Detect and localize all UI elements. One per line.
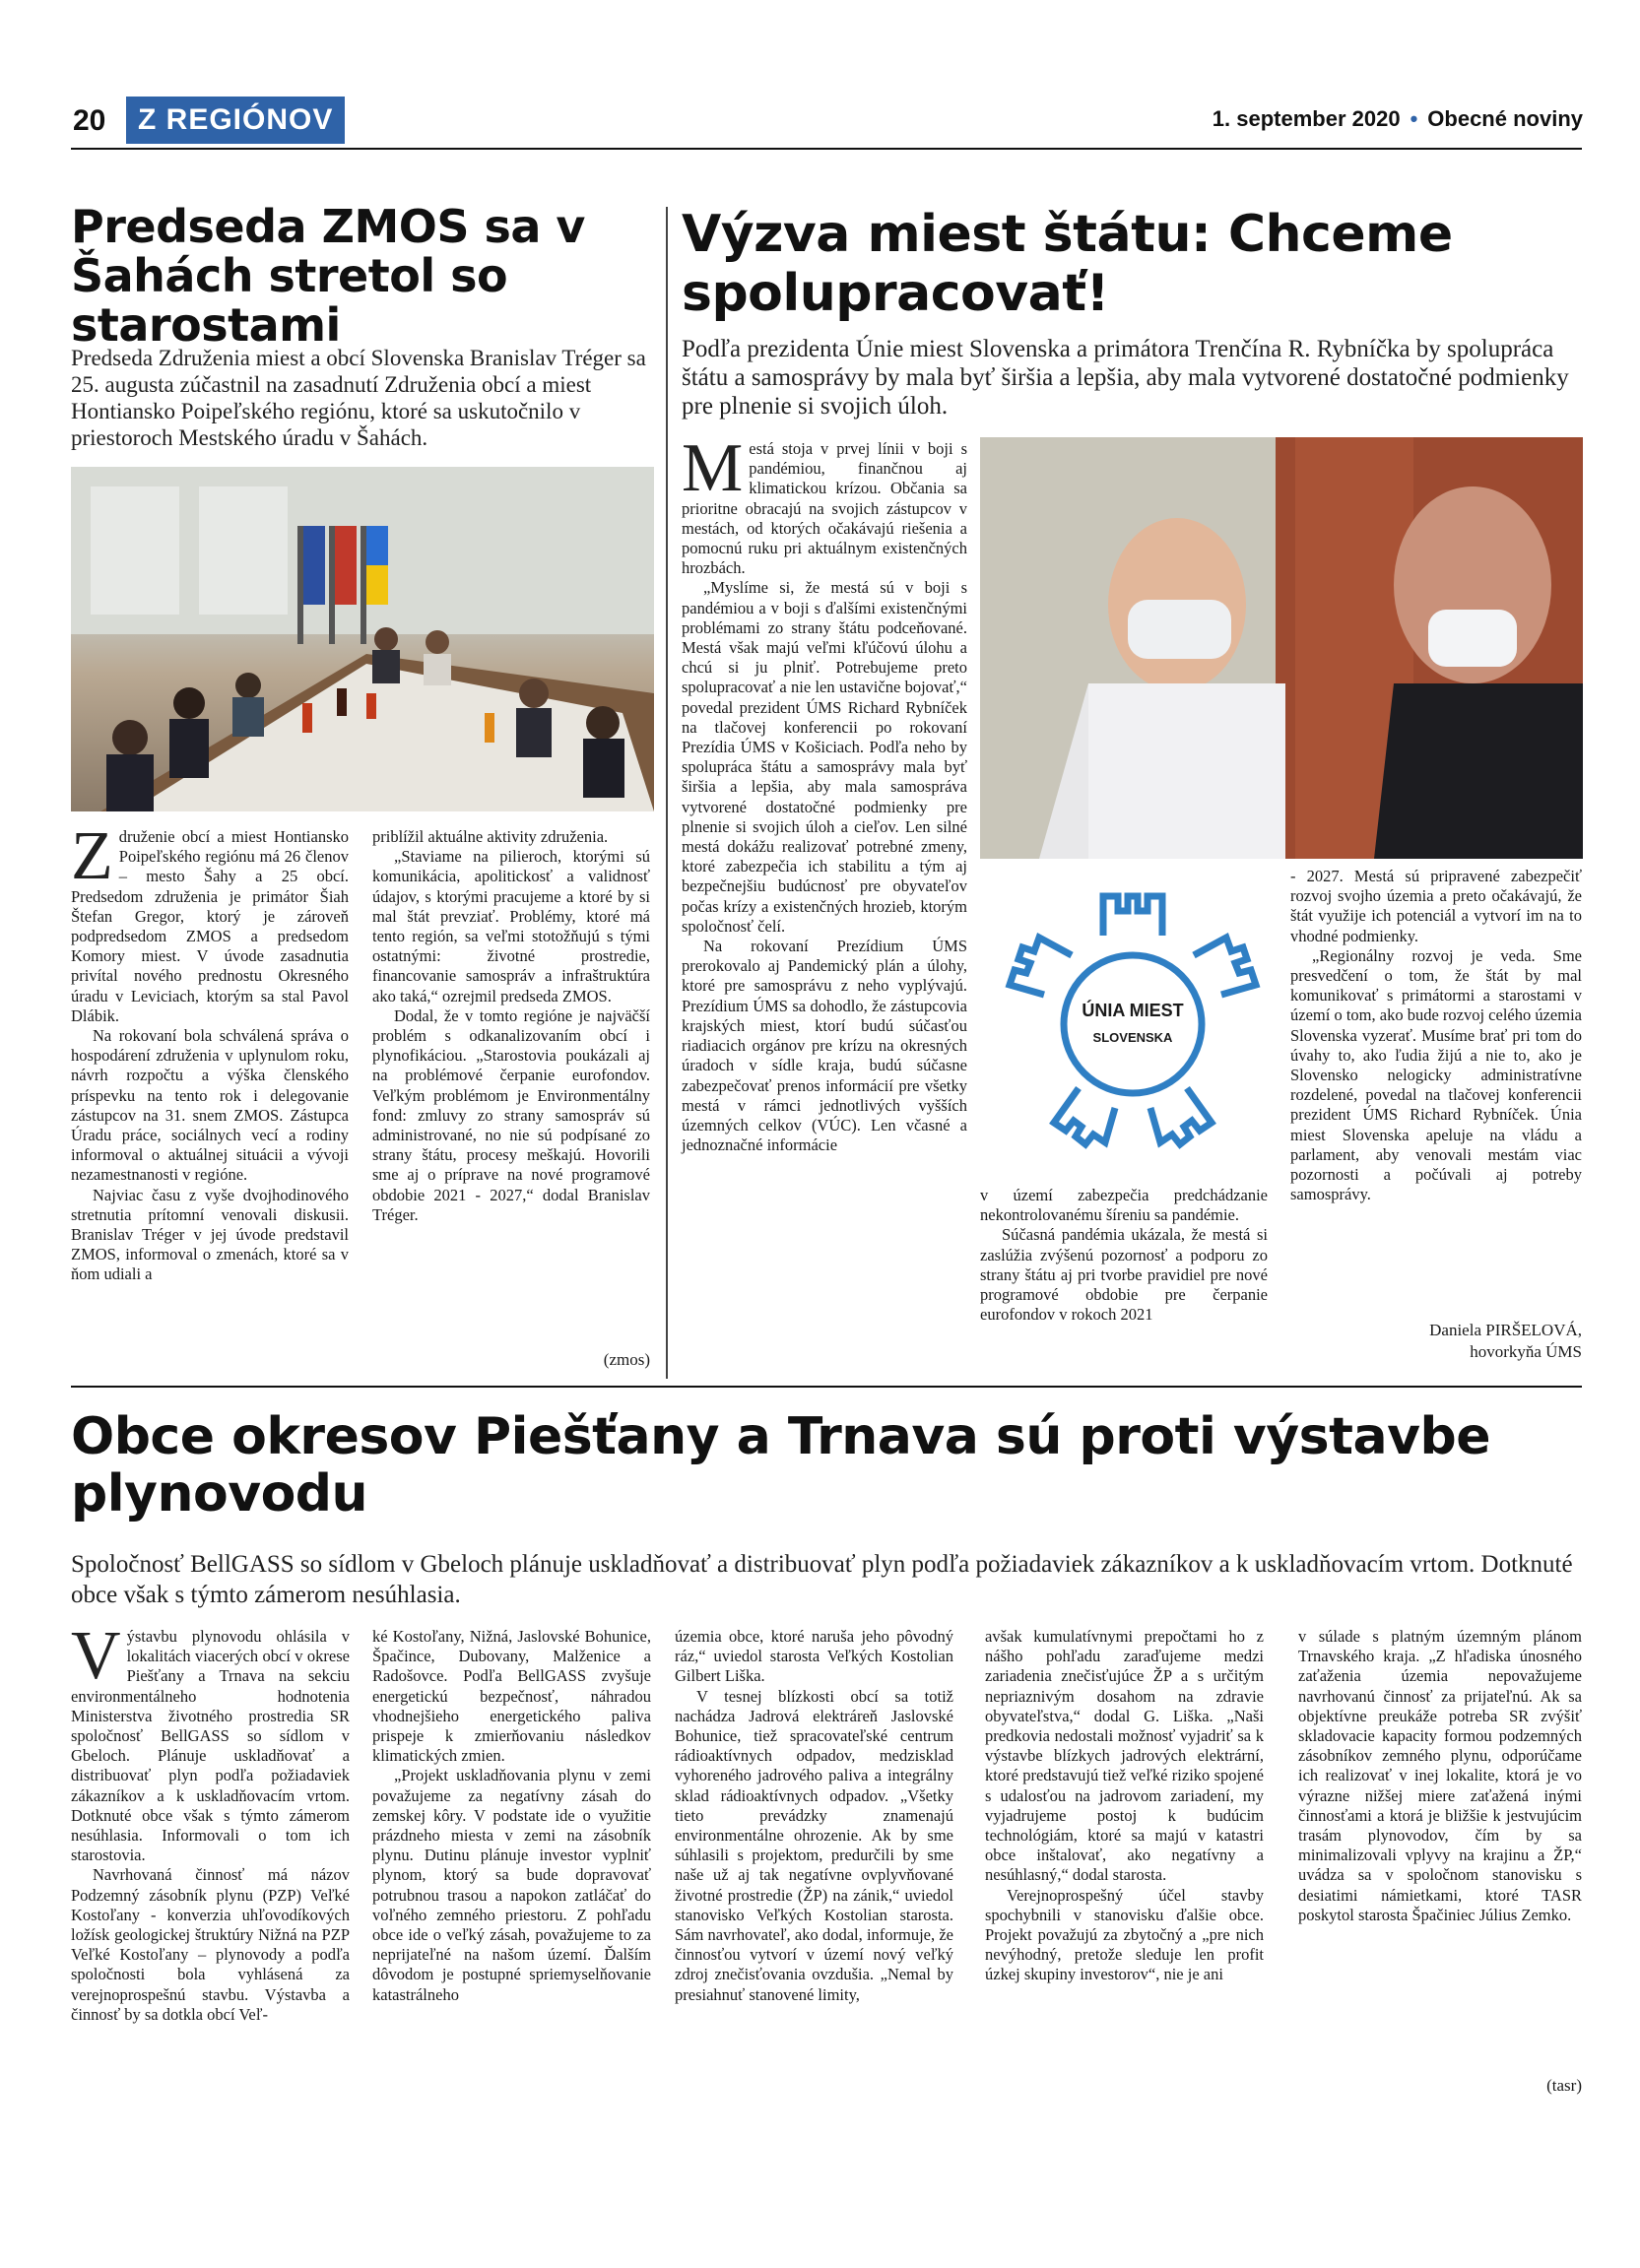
article2-col3-p1: - 2027. Mestá sú pripravené zabezpečiť rozvoj svojho územia a preto očakávajú, že štát využije ich potenciál a vytvorí im na to vhodné podmienky. [1290,867,1582,945]
section-label: Z REGIÓNOV [126,97,345,144]
officials-photo-illustration [980,437,1583,859]
page-number: 20 [73,104,106,137]
article3-col3-p2: V tesnej blízkosti obcí sa totiž nachádza Jadrová elektráreň Jaslovské Bohunice, tiež spracovateľské centrum rádioaktívnych odpadov, medzisklad vyhoreného jadrového paliva a integrálny sklad rádioaktívnych odpadov. „Všetky tieto prevádzky znamenajú environmentálne ohrozenie. Ak by sme súhlasili s projektom, predurčili by sme naše už aj tak negatívne ovplyvňované životné prostredie (ŽP) na zánik,“ uviedol stanovisko Veľkých Kostolian starosta. Sám navrhovateľ, ako dodal, informuje, že činnosťou vytvorí v území nový veľký zdroj znečisťovania ovzdušia. „Nemal by presiahnuť stanovené limity, [675,1686,953,2004]
meeting-photo [71,467,654,811]
article2-col2-p2: Súčasná pandémia ukázala, že mestá si zaslúžia zvýšenú pozornosť a podporu zo strany štátu aj pri tvorbe pravidiel pre nové programové obdobie pre čerpanie eurofondov v rokoch 2021 [980,1225,1268,1325]
unia-miest-logo [985,876,1280,1172]
article3-column1 [71,1618,350,2025]
article2-col1-p1: está stoja v prvej línii v boji s pandémiou, finančnou aj klimatickou krízou. Občania sa prioritne obracajú na svojich zástupcov v mestách, od ktorých očakávajú riešenia a pomocnú ruku pri aktuálnym existenčných hrozbách. [682,439,967,578]
article3-dropcap: V [71,1618,121,1694]
signature-role: hovorkyňa ÚMS [1470,1342,1582,1361]
article2-col1-p3: Na rokovaní Prezídium ÚMS prerokovalo aj Pandemický plán a úlohy, ktoré pre samosprávu z neho vyplývajú. Prezídium ÚMS sa dohodlo, že zástupcovia krajských miest, ktorí budú súčasťou riadiacich orgánov pre krízu na okresných úradoch v sídle kraja, budú súčasne zabezpečovať prenos informácií pre všetky mestá v rámci jednotlivých vyšších územných celkov (VÚC). Len včasné a jednoznačné informácie [682,937,967,1155]
article1-col2-p2: „Staviame na pilieroch, ktorými sú komunikácia, apolitickosť a validnosť údajov, s ktorými pracujeme a ktoré by si mal štát prevziať. Problémy, ktoré má tento región, sa veľmi stotožňujú s tými ostatnými: životné prostredie, financovanie samospráv a infraštruktúra ako taká,“ ozrejmil predseda ZMOS. [372,847,650,1005]
article3-col2-p2: „Projekt uskladňovania plynu v zemi považujeme za negatívny zásah do zemskej kôry. V podstate ide o využitie prázdneho miesta v zemi na zásobník plynu. Dutinu plánuje investor vyplniť plynom, ktorý sa bude dopravovať potrubnou trasou a napokon zatláčať do voľného zemného priestoru. Z pohľadu obce ide o veľký zásah, považujeme to za neprijateľné na našom území. Ďalším dôvodom je postupné spriemyselňovanie katastrálneho [372,1766,651,2004]
article1-col2-p1: priblížil aktuálne aktivity združenia. [372,827,609,846]
header-dateline [1213,106,1583,132]
article2-lead: Podľa prezidenta Únie miest Slovenska a primátora Trenčína R. Rybníčka by spolupráca štátu a samosprávy by mala byť širšia a lepšia, aby mala vytvorené dostatočné podmienky pre plnenie si svojich úloh. [682,336,1569,420]
article2-column3 [1290,867,1582,1204]
article2-column1 [682,430,967,1155]
article3-column3 [675,1627,953,2005]
article3-column5 [1298,1627,1582,1925]
article-divider-horizontal [71,1386,1582,1388]
article3-col1-p2: Navrhovaná činnosť má názov Podzemný zásobník plynu (PZP) Veľké Kostoľany - konverzia uhľovodíkových ložísk geologickej štruktúry Nižná na PZP Veľké Kostoľany – plynovody a podľa spoločnosti bola vyhlásená za verejnoprospešnú stavbu. Výstavba a činnosť by sa dotkla obcí Veľ- [71,1865,350,2024]
article1-column2 [372,827,650,1225]
article2-column2 [980,1186,1268,1325]
article3-col1-p1: ýstavbu plynovodu ohlásila v lokalitách viacerých obcí v okrese Piešťany a Trnava na sekciu environmentálneho hodnotenia Ministerstva životného prostredia SR spoločnosť BellGASS so sídlom v Gbeloch. Plánuje uskladňovať a distribuovať plyn podľa požiadaviek zákazníkov a k uskladňovacím vrtom. Dotknuté obce však s týmto zámerom nesúhlasia. Informovali o tom ich starostovia. [71,1627,350,1865]
article3-col3-p1: územia obce, ktoré naruša jeho pôvodný ráz,“ uviedol starosta Veľkých Kostolian Gilbert Liška. [675,1627,953,1686]
article3-signature: (tasr) [1546,2076,1582,2095]
header-rule [71,148,1582,150]
article1-col1-p1: druženie obcí a miest Hontiansko Poipeľského regiónu má 26 členov – mesto Šahy a 25 obcí. Predsedom združenia je primátor Šiah Štefan Gregor, ktorý je zároveň podpredsedom ZMOS a predsedom Komory miest. V úvode zasadnutia privítal nového prednostu Okresného úradu v Leviciach, ktorým sa stal Pavol Dlábik. [71,827,349,1025]
article1-lead: Predseda Združenia miest a obcí Slovenska Branislav Tréger sa 25. augusta zúčastnil na zasadnutí Združenia obcí a miest Hontiansko Poipeľského regiónu, ktoré sa uskutočnilo v priestoroch Mestského úradu v Šahách. [71,346,646,450]
article1-col1-p2: Na rokovaní bola schválená správa o hospodárení združenia v uplynulom roku, návrh rozpočtu a výška členského príspevku na tento rok i delegovanie zástupcov na 31. snem ZMOS. Zástupca Úradu práce, sociálnych vecí a rodiny informoval o aktuálnej situácii a vývoji nezamestnanosti v regióne. [71,1026,349,1185]
article2-dropcap: M [682,430,744,506]
article3-col2-p1: ké Kostoľany, Nižná, Jaslovské Bohunice, Špačince, Dubovany, Malženice a Radošovce. Podľa BellGASS zvyšuje energetickú bezpečnosť, náhradou vhodnejšieho energetického paliva prispeje k zmierňovaniu následkov klimatických zmien. [372,1627,651,1766]
article2-col1-p2: „Myslíme si, že mestá sú v boji s pandémiou a v boji s ďalšími existenčnými problémami zo strany štátu podceňované. Mestá však majú veľmi kľúčovú úlohu a chcú si ju plniť. Potrebujeme preto spolupracovať a nie len ustavične bojovať,“ povedal prezident ÚMS Richard Rybníček na tlačovej konferencii po rokovaní Prezídia ÚMS v Košiciach. Podľa neho by spolupráca štátu a samosprávy mala byť širšia a lepšia, aby mala samospráva vytvorené dostatočné podmienky pre plnenie si svojich úloh a cieľov. Len silné mestá dokážu realizovať potrebné zmeny, ktoré zabezpečia ich stabilitu a tým aj bezpečnejšiu budúcnosť pre obyvateľov počas krízy a existenčných hrozieb, ktorým spoločnosť čelí. [682,578,967,936]
logo-text-line1: ÚNIA MIEST [1082,1001,1184,1020]
signature-name: Daniela PIRŠELOVÁ, [1429,1321,1582,1339]
article1-title: Predseda ZMOS sa v Šahách stretol so starostami [71,200,585,352]
separator-dot: • [1410,106,1418,131]
article1-col2-p3: Dodal, že v tomto regióne je najväčší problém s odkanalizovaním obcí i plynofikáciou. „Starostovia poukázali aj na problémové čerpanie eurofondov. Veľkým problémom je Environmentálny fond: zmluvy zo strany samospráv sú administrované, no nie sú podpísané zo strany štátu, procesy meškajú. Hovorili sme aj o príprave na nové programové obdobie 2021 - 2027,“ dodal Branislav Tréger. [372,1005,650,1224]
article3-title: Obce okresov Piešťany a Trnava sú proti výstavbe plynovodu [71,1407,1490,1523]
meeting-photo-illustration [71,467,654,811]
article1-column1 [71,818,349,1285]
article3-column4 [985,1627,1264,1985]
article3-lead: Spoločnosť BellGASS so sídlom v Gbeloch plánuje uskladňovať a distribuovať plyn podľa požiadaviek zákazníkov a k uskladňovacím vrtom. Dotknuté obce však s týmto zámerom nesúhlasia. [71,1551,1573,1608]
officials-masks-photo [980,437,1583,859]
article2-col3-p2: „Regionálny rozvoj je veda. Sme presvedčení o tom, že štát by mal komunikovať s primátormi a starostami v území o tom, ako bude rozvoj celého územia Slovenska vyzerať. Musíme brať pri tom do úvahy to, ako ľudia žijú a nie to, ako je Slovensko nelogicky administratívne rozdelené, povedal na tlačovej konferencii prezident ÚMS Richard Rybníček. Únia miest Slovenska apeluje na vládu a parlament, aby venovali mestám viac pozornosti a počúvali aj potreby samosprávy. [1290,945,1582,1204]
article1-col1-p3: Najviac času z vyše dvojhodinového stretnutia prítomní venovali diskusii. Branislav Tréger v jej úvode predstavil ZMOS, informoval o zmenách, ktoré sa v ňom udiali a [71,1185,349,1284]
publication-name: Obecné noviny [1427,106,1583,131]
article3-col5-p1: v súlade s platným územným plánom Trnavského kraja. „Z hľadiska únosného zaťaženia územia nepovažujeme navrhovanú činnosť za prijateľnú. Ak sa objektívne preukáže potreba SR zvýšiť skladovacie kapacity formou podzemných zásobníkov zemného plynu, odporúčame ich realizovať v inej lokalite, ktorá je vo výrazne nižšej miere zaťažená inými činnosťami a ktorá je bližšie k jestvujúcim trasám plynovodov, čím by sa minimalizovali vplyvy na krajinu a ŽP,“ uvádza sa v spoločnom stanovisku s desiatimi námietkami, ktoré TASR poskytol starosta Špačiniec Július Zemko. [1298,1627,1582,1924]
article2-title: Výzva miest štátu: Chceme spolupracovať! [682,205,1453,323]
article2-col2-p1: v území zabezpečia predchádzanie nekontrolovanému šíreniu sa pandémie. [980,1186,1268,1225]
article-divider-vertical [666,207,668,1379]
article2-signature [1290,1320,1582,1363]
article1-signature: (zmos) [603,1350,650,1369]
issue-date: 1. september 2020 [1212,106,1401,131]
article3-column2 [372,1627,651,2005]
article1-dropcap: Z [71,818,113,894]
unia-miest-logo-icon [985,876,1280,1172]
logo-text-line2: SLOVENSKA [1092,1030,1173,1045]
article3-col4-p1: avšak kumulatívnymi prepočtami ho z nášho pohľadu zaraďujeme medzi zariadenia znečisťujúce ŽP a s určitým nepriaznivým dosahom na zdravie obyvateľstva,“ dodal G. Liška. „Naši predkovia nedostali možnosť vyjadriť sa k výstavbe blízkych jadrových elektrární, ktoré predstavujú tiež veľké riziko spojené s udalosťou na jadrovom zariadení, my vyjadrujeme postoj k budúcim technológiám, ktoré sa majú v katastri obce inštalovať, ako negatívny a nesúhlasný,“ dodal starosta. [985,1627,1264,1885]
article3-col4-p2: Verejnoprospešný účel stavby spochybnili v stanovisku ďalšie obce. Projekt považujú za zbytočný a „pre nich nevýhodný, pretože sleduje len profit úzkej skupiny investorov“, nie je ani [985,1885,1264,1984]
